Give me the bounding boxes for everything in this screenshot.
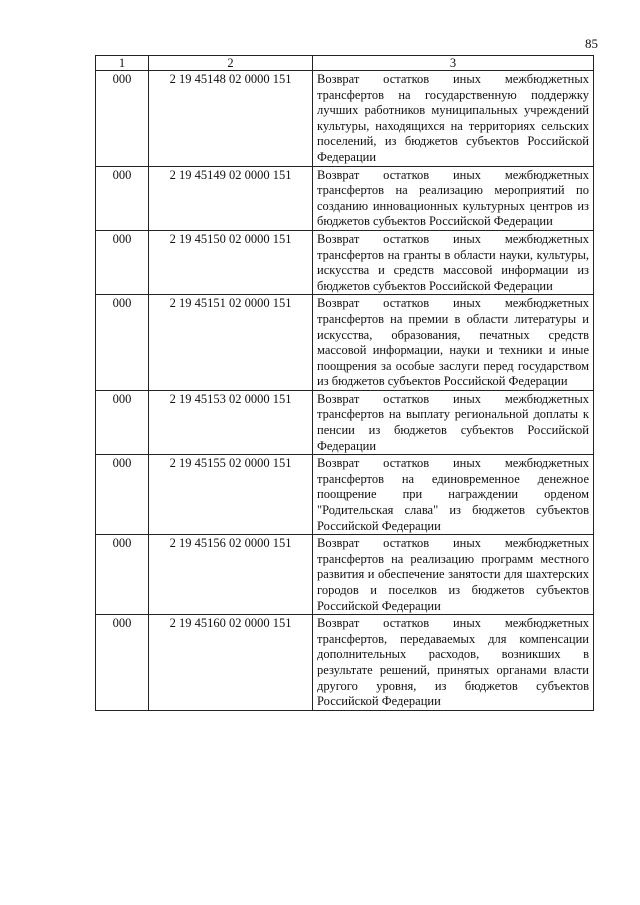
description-cell: Возврат остатков иных межбюджетных трансфертов на государственную поддержку лучших работников муниципальных учреждений культуры, находящихся на территориях сельских поселений, из бюджетов субъектов Российской Федерации (313, 71, 594, 167)
table-row (96, 166, 594, 230)
table-row (96, 615, 594, 711)
table-row (96, 535, 594, 615)
budget-code-cell: 2 19 45149 02 0000 151 (149, 166, 313, 230)
budget-code-cell: 2 19 45150 02 0000 151 (149, 230, 313, 294)
admin-code-cell: 000 (96, 71, 149, 167)
budget-code-cell: 2 19 45160 02 0000 151 (149, 615, 313, 711)
column-header-3: 3 (313, 56, 594, 71)
admin-code-cell: 000 (96, 535, 149, 615)
description-cell: Возврат остатков иных межбюджетных трансфертов на выплату региональной доплаты к пенсии из бюджетов субъектов Российской Федерации (313, 390, 594, 454)
page-number: 85 (585, 36, 598, 51)
column-header-1: 1 (96, 56, 149, 71)
table-row (96, 71, 594, 167)
admin-code-cell: 000 (96, 166, 149, 230)
budget-code-cell: 2 19 45156 02 0000 151 (149, 535, 313, 615)
admin-code-cell: 000 (96, 390, 149, 454)
admin-code-cell: 000 (96, 615, 149, 711)
budget-code-cell: 2 19 45155 02 0000 151 (149, 455, 313, 535)
table-row (96, 295, 594, 391)
description-cell: Возврат остатков иных межбюджетных трансфертов на гранты в области науки, культуры, искусства и средств массовой информации из бюджетов субъектов Российской Федерации (313, 230, 594, 294)
table-row (96, 230, 594, 294)
description-cell: Возврат остатков иных межбюджетных трансфертов, передаваемых для компенсации дополнительных расходов, возникших в результате решений, принятых органами власти другого уровня, из бюджетов субъектов Российской Федерации (313, 615, 594, 711)
column-header-2: 2 (149, 56, 313, 71)
budget-classification-table (95, 55, 594, 711)
budget-code-cell: 2 19 45148 02 0000 151 (149, 71, 313, 167)
description-cell: Возврат остатков иных межбюджетных трансфертов на реализацию мероприятий по созданию инновационных культурных центров из бюджетов субъектов Российской Федерации (313, 166, 594, 230)
description-cell: Возврат остатков иных межбюджетных трансфертов на реализацию программ местного развития и обеспечение занятости для шахтерских городов и поселков из бюджетов субъектов Российской Федерации (313, 535, 594, 615)
budget-code-cell: 2 19 45151 02 0000 151 (149, 295, 313, 391)
budget-code-cell: 2 19 45153 02 0000 151 (149, 390, 313, 454)
description-cell: Возврат остатков иных межбюджетных трансфертов на единовременное денежное поощрение при награждении орденом "Родительская слава" из бюджетов субъектов Российской Федерации (313, 455, 594, 535)
admin-code-cell: 000 (96, 230, 149, 294)
admin-code-cell: 000 (96, 455, 149, 535)
table-header-row (96, 56, 594, 71)
table-row (96, 390, 594, 454)
table-row (96, 455, 594, 535)
admin-code-cell: 000 (96, 295, 149, 391)
description-cell: Возврат остатков иных межбюджетных трансфертов на премии в области литературы и искусства, образования, печатных средств массовой информации, науки и техники и иные поощрения за особые заслуги перед государством из бюджетов субъектов Российской Федерации (313, 295, 594, 391)
